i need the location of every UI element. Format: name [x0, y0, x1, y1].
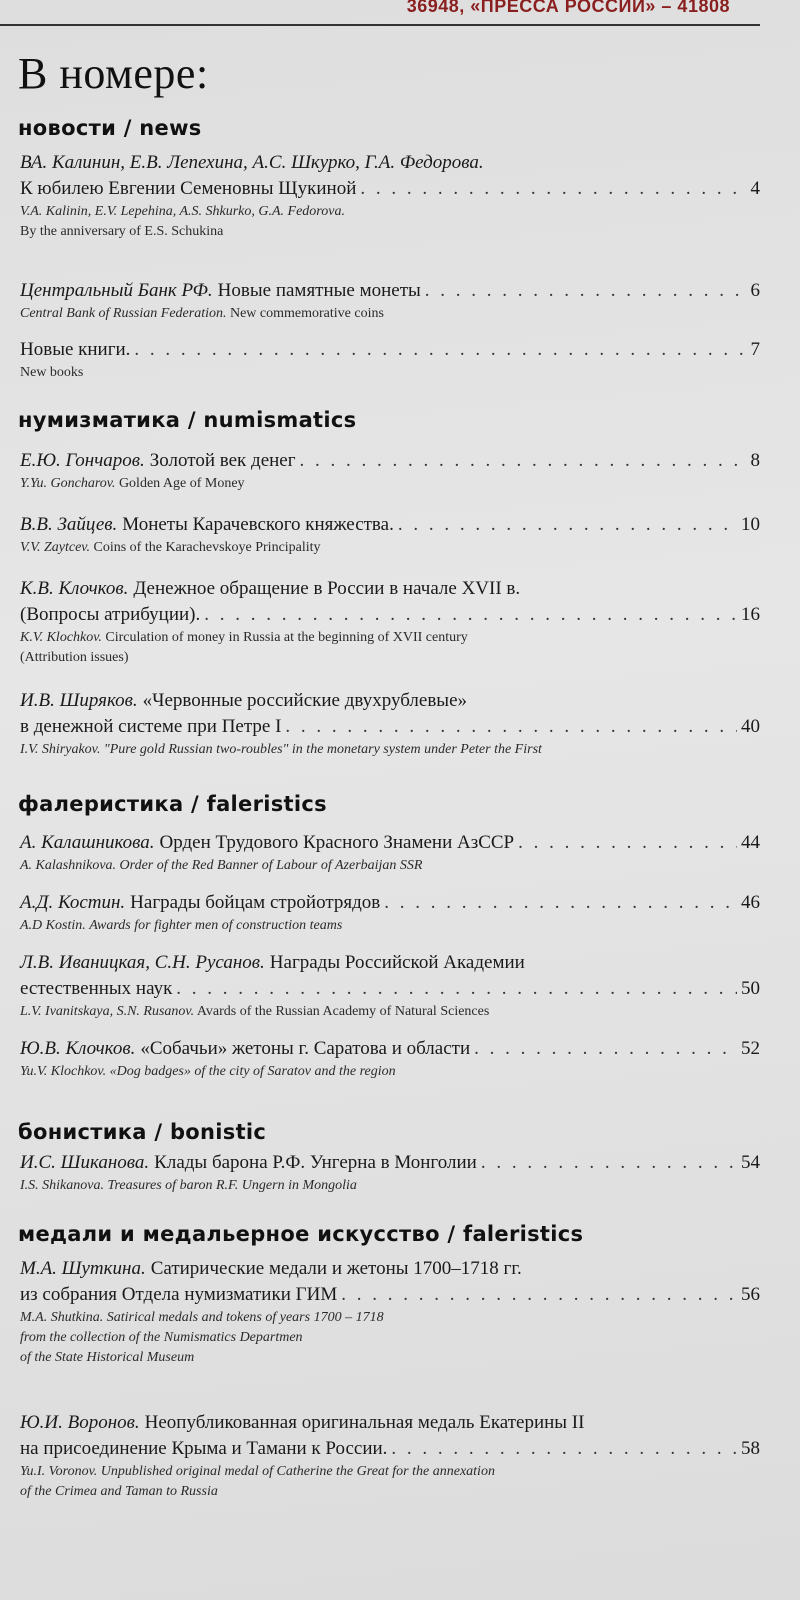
entry-title-line-2: [20, 602, 760, 628]
entry-title: Золотой век денег: [149, 450, 296, 471]
entry-title: Неопубликованная оригинальная медаль Екатерины II: [144, 1412, 585, 1433]
toc-entry-klochkov-yuv[interactable]: [20, 1036, 760, 1082]
entry-title-line-2: [20, 714, 760, 740]
entry-english: [20, 1308, 760, 1328]
entry-english-title: Coins of the Karachevskoye Principality: [93, 540, 321, 555]
entry-english-author: Yu.V. Klochkov.: [20, 1064, 107, 1079]
entry-english: [20, 628, 760, 648]
leader-dots: [341, 1282, 737, 1308]
entry-title-line: [20, 278, 760, 304]
entry-english-title: «Dog badges» of the city of Saratov and the region: [109, 1064, 396, 1079]
page-number: 6: [750, 280, 760, 301]
toc-entry-klochkov-kv[interactable]: [20, 576, 760, 668]
entry-title-continued: естественных наук: [20, 978, 173, 999]
entry-english-author: V.V. Zaytcev.: [20, 540, 90, 555]
entry-title-line: [20, 1150, 760, 1176]
entry-title-line: [20, 576, 760, 602]
leader-dots: [518, 830, 737, 856]
entry-title: Новые памятные монеты: [217, 280, 421, 301]
entry-title: «Собачьи» жетоны г. Саратова и области: [140, 1038, 471, 1059]
section-heading-bonistic: бонистика / bonistic: [18, 1120, 267, 1144]
entry-title-continued: на присоединение Крыма и Тамани к России.: [20, 1438, 388, 1459]
entry-english-title-2: (Attribution issues): [20, 650, 129, 665]
entry-author: А.Д. Костин.: [20, 892, 126, 913]
entry-title-line: [20, 337, 760, 363]
entry-author: Л.В. Иваницкая, С.Н. Русанов.: [20, 952, 265, 973]
entry-title-continued: в денежной системе при Петре I: [20, 716, 282, 737]
entry-title-line-2: [20, 1282, 760, 1308]
page-number: 54: [741, 1152, 760, 1173]
subscription-index: 36948, «ПРЕССА РОССИИ» – 41808: [406, 0, 730, 16]
leader-dots: [285, 714, 737, 740]
entry-english: [20, 538, 760, 558]
toc-entry-kalashnikova[interactable]: [20, 830, 760, 876]
toc-entry-new-books[interactable]: [20, 337, 760, 383]
entry-author: М.А. Шуткина.: [20, 1258, 146, 1279]
entry-title-line: [20, 1410, 760, 1436]
entry-english-author: Y.Yu. Goncharov.: [20, 476, 116, 491]
page-number: 58: [741, 1438, 760, 1459]
entry-title-line: [20, 448, 760, 474]
entry-title-line: [20, 1036, 760, 1062]
leader-dots: [134, 337, 746, 363]
page-number: 44: [741, 832, 760, 853]
entry-english-author: K.V. Klochkov.: [20, 630, 102, 645]
entry-english: [20, 856, 760, 876]
entry-english-title: Golden Age of Money: [118, 476, 245, 491]
entry-author: ВА. Калинин, Е.В. Лепехина, А.С. Шкурко, Г.А. Федорова.: [20, 152, 484, 173]
entry-english-title: Treasures of baron R.F. Ungern in Mongolia: [107, 1178, 357, 1193]
page-number: 4: [750, 178, 760, 199]
entry-english-title: Avards of the Russian Academy of Natural Sciences: [196, 1004, 490, 1019]
entry-english: [20, 1176, 760, 1196]
section-heading-medals: медали и медальерное искусство / faleristics: [18, 1222, 584, 1246]
entry-english-title-2: from the collection of the Numismatics Departmen: [20, 1330, 303, 1345]
entry-english-title: Order of the Red Banner of Labour of Azerbaijan SSR: [119, 858, 423, 873]
entry-english-title: By the anniversary of E.S. Schukina: [20, 224, 224, 239]
entry-author: Центральный Банк РФ.: [20, 280, 213, 301]
top-bar: [0, 0, 760, 26]
entry-english-author: Yu.I. Voronov.: [20, 1464, 98, 1479]
entry-english: [20, 202, 760, 222]
leader-dots: [425, 278, 747, 304]
entry-title: Орден Трудового Красного Знамени АзССР: [159, 832, 515, 853]
entry-author: К.В. Клочков.: [20, 578, 129, 599]
entry-english-author: M.A. Shutkina.: [20, 1310, 104, 1325]
toc-entry-zaytcev[interactable]: [20, 512, 760, 558]
page-number: 10: [741, 514, 760, 535]
leader-dots: [481, 1150, 737, 1176]
entry-title-line: [20, 830, 760, 856]
section-heading-numismatics: нумизматика / numismatics: [18, 408, 357, 432]
entry-author: И.В. Ширяков.: [20, 690, 138, 711]
entry-english-author: L.V. Ivanitskaya, S.N. Rusanov.: [20, 1004, 195, 1019]
entry-english-author: V.A. Kalinin, E.V. Lepehina, A.S. Shkurko, G.A. Fedorova.: [20, 204, 345, 219]
entry-english-title-2: of the Crimea and Taman to Russia: [20, 1484, 218, 1499]
entry-author: И.С. Шиканова.: [20, 1152, 150, 1173]
toc-entry-voronov[interactable]: [20, 1410, 760, 1502]
leader-dots: [474, 1036, 737, 1062]
entry-english: [20, 1002, 760, 1022]
entry-title: Новые книги.: [20, 339, 131, 360]
entry-english-title: "Pure gold Russian two-roubles" in the monetary system under Peter the First: [103, 742, 542, 757]
entry-english-title-3: of the State Historical Museum: [20, 1350, 195, 1365]
entry-english: [20, 304, 760, 324]
page-number: 40: [741, 716, 760, 737]
toc-entry-ivanitskaya[interactable]: [20, 950, 760, 1022]
entry-english-title: Satirical medals and tokens of years 1700 – 1718: [106, 1310, 384, 1325]
toc-entry-shutkina[interactable]: [20, 1256, 760, 1368]
entry-english-title: Unpublished original medal of Catherine the Great for the annexation: [100, 1464, 495, 1479]
entry-author-line: [20, 150, 760, 176]
page-number: 50: [741, 978, 760, 999]
entry-author: В.В. Зайцев.: [20, 514, 118, 535]
entry-title-line-2: [20, 1436, 760, 1462]
entry-title: Денежное обращение в России в начале XVII в.: [133, 578, 521, 599]
toc-entry-schukina[interactable]: [20, 150, 760, 242]
entry-english-author: I.V. Shiryakov.: [20, 742, 101, 757]
entry-english: [20, 916, 760, 936]
entry-english-title: Awards for fighter men of construction teams: [89, 918, 343, 933]
leader-dots: [391, 1436, 737, 1462]
entry-english-author: A.D Kostin.: [20, 918, 86, 933]
toc-entry-shikanova[interactable]: [20, 1150, 760, 1196]
page-number: 56: [741, 1284, 760, 1305]
entry-author: Ю.В. Клочков.: [20, 1038, 136, 1059]
toc-entry-goncharov[interactable]: [20, 448, 760, 494]
entry-english: [20, 474, 760, 494]
entry-author: А. Калашникова.: [20, 832, 155, 853]
entry-english-author: A. Kalashnikova.: [20, 858, 117, 873]
toc-entry-kostin[interactable]: [20, 890, 760, 936]
toc-entry-central-bank[interactable]: [20, 278, 760, 324]
section-heading-faleristics: фалеристика / faleristics: [18, 792, 327, 816]
page-number: 16: [741, 604, 760, 625]
entry-title: «Червонные российские двухрублевые»: [142, 690, 468, 711]
leader-dots: [176, 976, 737, 1002]
entry-english-title: Circulation of money in Russia at the beginning of XVII century: [105, 630, 468, 645]
page-number: 46: [741, 892, 760, 913]
leader-dots: [384, 890, 737, 916]
page-number: 52: [741, 1038, 760, 1059]
leader-dots: [204, 602, 737, 628]
entry-english-title: New books: [20, 365, 84, 380]
entry-title-line: [20, 512, 760, 538]
entry-english-title: New commemorative coins: [229, 306, 384, 321]
entry-title-continued: (Вопросы атрибуции).: [20, 604, 201, 625]
entry-title: Сатирические медали и жетоны 1700–1718 гг.: [150, 1258, 522, 1279]
page-title: В номере:: [18, 49, 209, 98]
toc-entry-shiryakov[interactable]: [20, 688, 760, 760]
entry-english: [20, 1062, 760, 1082]
entry-title: Клады барона Р.Ф. Унгерна в Монголии: [154, 1152, 477, 1173]
leader-dots: [360, 176, 746, 202]
entry-title-line: [20, 176, 760, 202]
section-heading-news: новости / news: [18, 116, 202, 140]
entry-author: Е.Ю. Гончаров.: [20, 450, 145, 471]
leader-dots: [300, 448, 747, 474]
entry-english-author: Central Bank of Russian Federation.: [20, 306, 227, 321]
entry-title: Монеты Карачевского княжества.: [122, 514, 394, 535]
entry-title-line: [20, 890, 760, 916]
entry-title: Награды Российской Академии: [269, 952, 525, 973]
entry-title: К юбилею Евгении Семеновны Щукиной: [20, 178, 357, 199]
leader-dots: [398, 512, 737, 538]
entry-title-line: [20, 950, 760, 976]
entry-title: Награды бойцам стройотрядов: [130, 892, 381, 913]
entry-title-line: [20, 688, 760, 714]
entry-english: [20, 740, 760, 760]
page-number: 8: [750, 450, 760, 471]
entry-english-author: I.S. Shikanova.: [20, 1178, 104, 1193]
entry-title-continued: из собрания Отдела нумизматики ГИМ: [20, 1284, 338, 1305]
page-number: 7: [750, 339, 760, 360]
entry-title-line: [20, 1256, 760, 1282]
entry-title-line-2: [20, 976, 760, 1002]
entry-english: [20, 1462, 760, 1482]
entry-author: Ю.И. Воронов.: [20, 1412, 140, 1433]
